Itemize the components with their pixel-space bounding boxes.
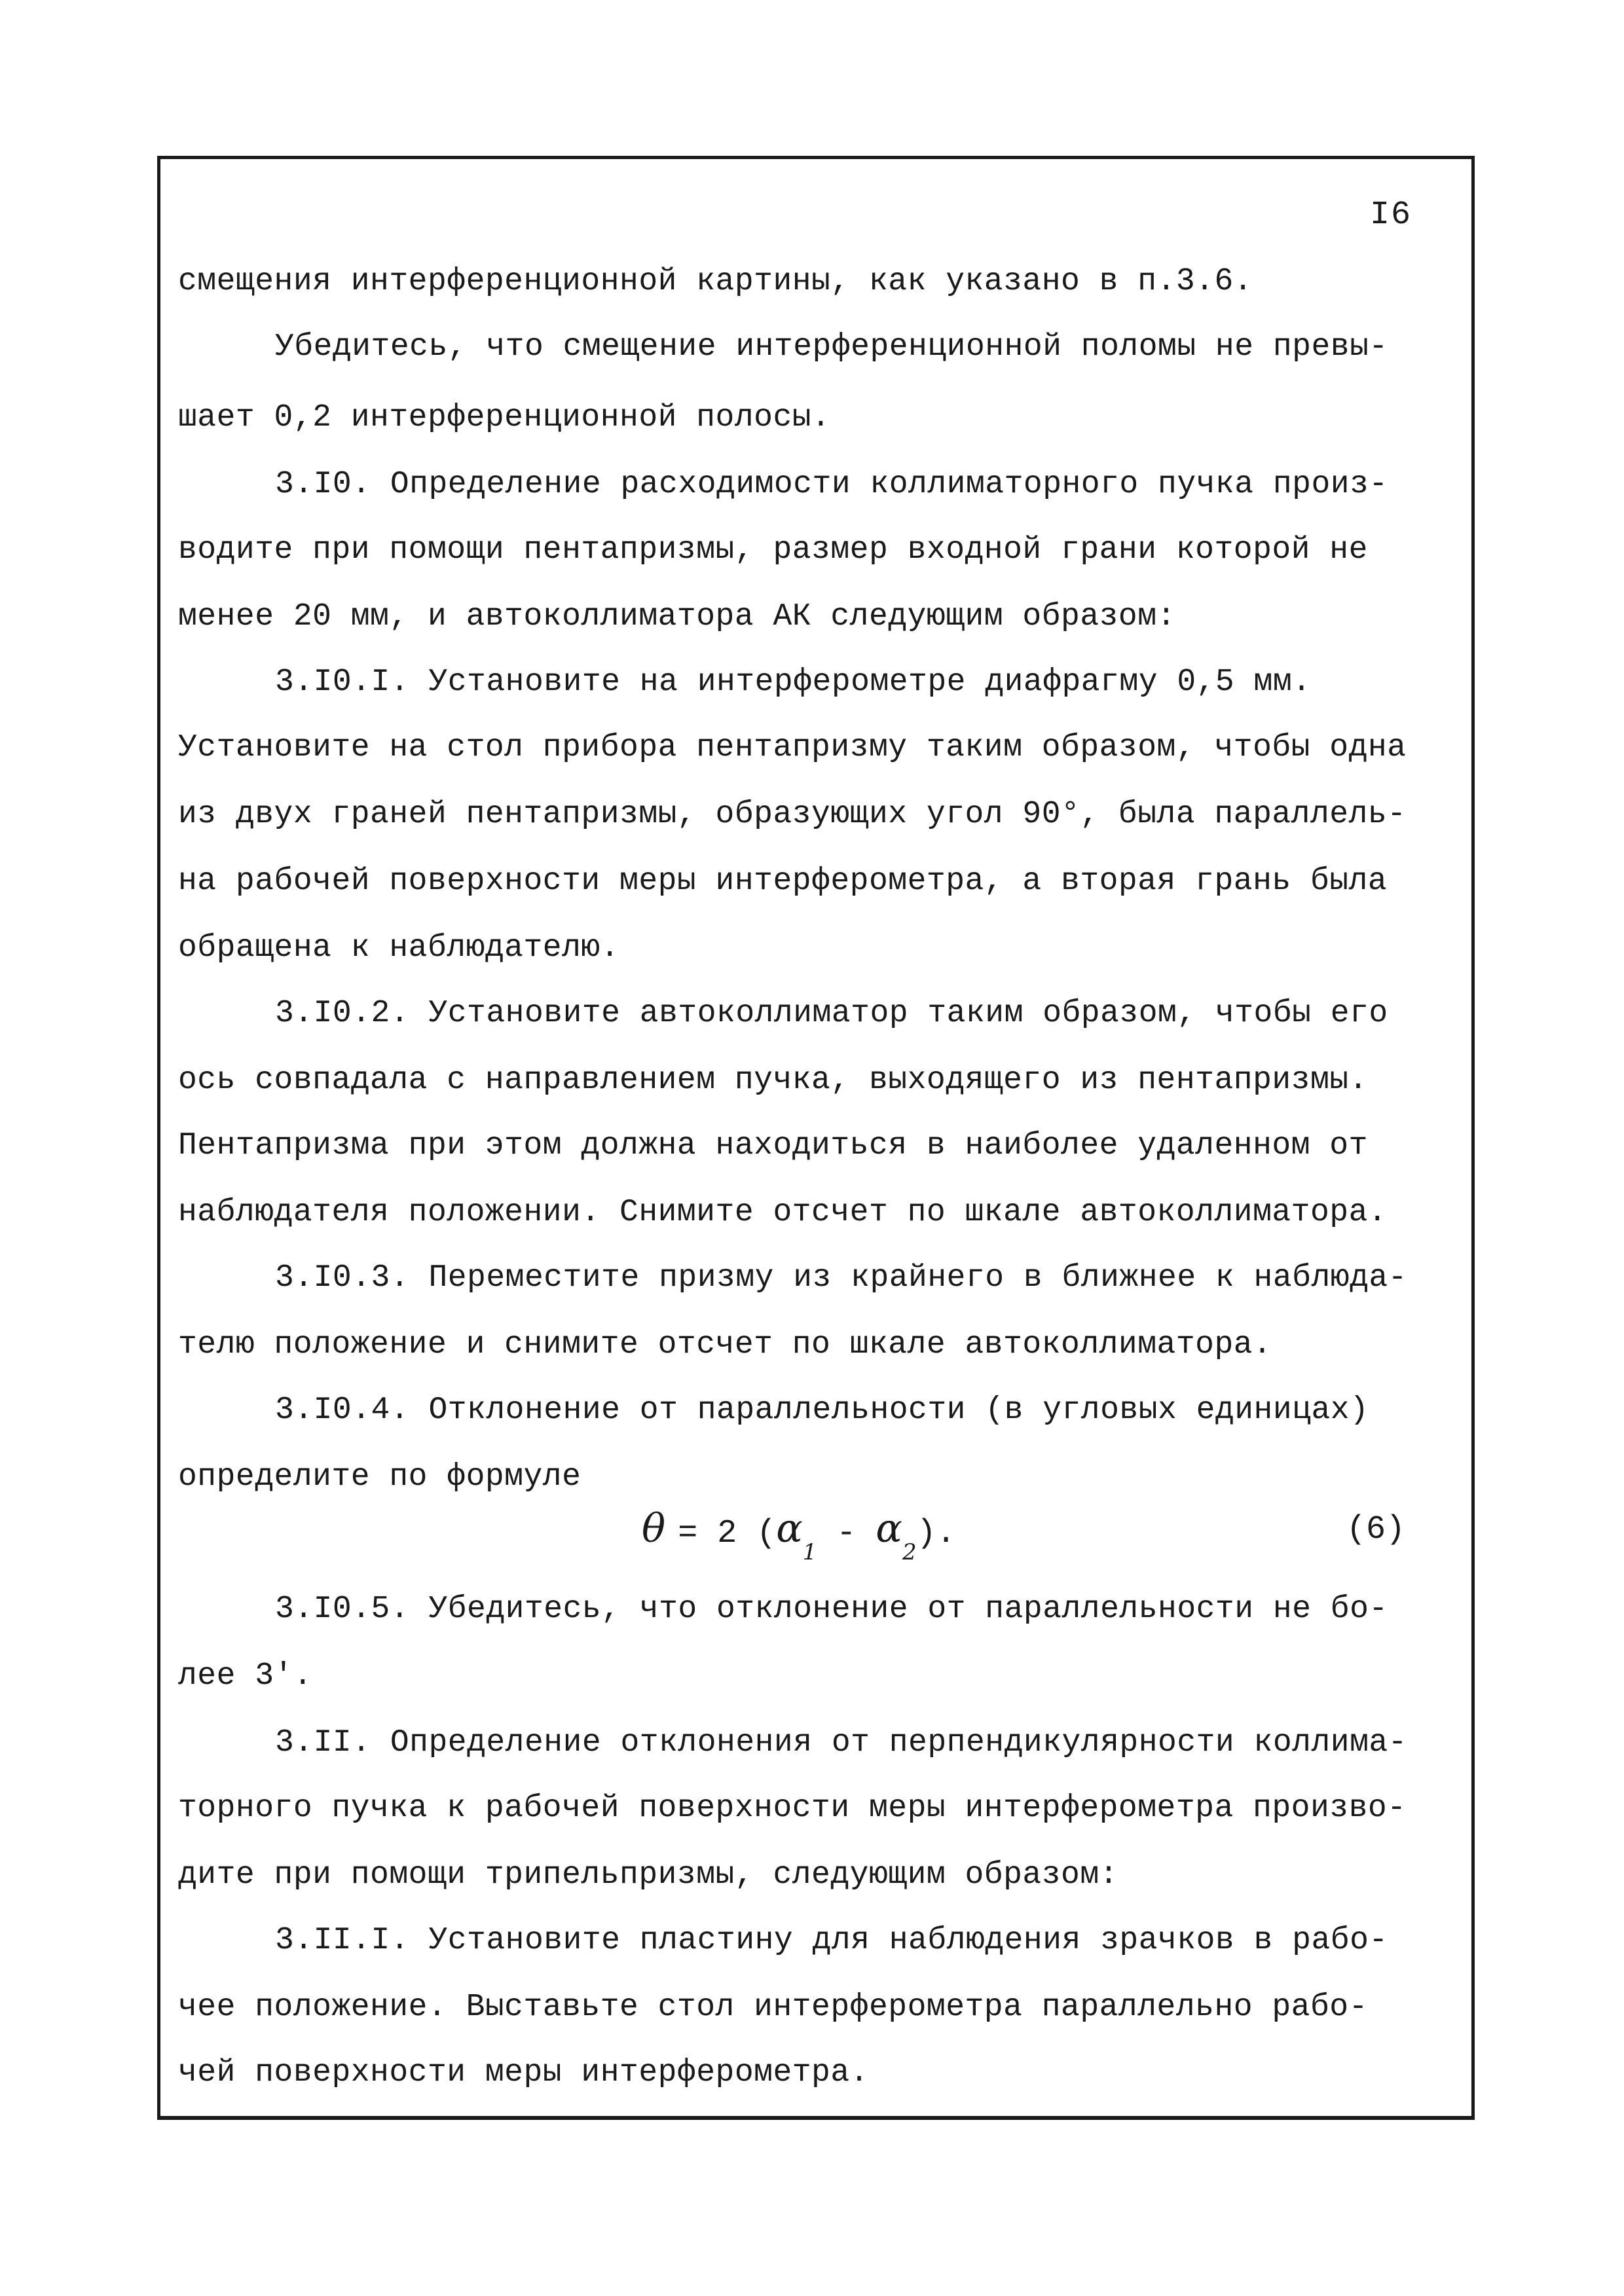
text-line: на рабочей поверхности меры интерферометра, а вторая грань была: [178, 864, 1388, 899]
text-line: чей поверхности меры интерферометра.: [178, 2055, 869, 2090]
text-line: водите при помощи пентапризмы, размер входной грани которой не: [178, 532, 1368, 568]
text-line: чее положение. Выставьте стол интерферометра параллельно рабо-: [178, 1990, 1368, 2025]
text-line: 3.I0.4. Отклонение от параллельности (в угловых единицах): [275, 1393, 1369, 1428]
text-line: шает 0,2 интерференционной полосы.: [178, 400, 831, 435]
text-line: наблюдателя положении. Снимите отсчет по шкале автоколлиматора.: [178, 1195, 1388, 1230]
formula-number: (6): [1346, 1511, 1406, 1548]
text-line: 3.I0.2. Установите автоколлиматор таким образом, чтобы его: [275, 996, 1388, 1031]
text-line: телю положение и снимите отсчет по шкале автоколлиматора.: [178, 1327, 1272, 1362]
text-line: 3.I0.5. Убедитесь, что отклонение от параллельности не бо-: [275, 1592, 1388, 1627]
formula-6: [642, 1506, 956, 1565]
text-line: 3.I0.I. Установите на интерферометре диафрагму 0,5 мм.: [275, 665, 1312, 700]
text-line: лее 3'.: [178, 1658, 313, 1694]
text-line: дите при помощи трипельпризмы, следующим образом:: [178, 1857, 1118, 1893]
text-line: 3.II.I. Установите пластину для наблюдения зрачков в рабо-: [275, 1923, 1388, 1958]
text-line: Убедитесь, что смещение интерференционной поломы не превы-: [275, 329, 1388, 365]
text-line: менее 20 мм, и автоколлиматора АК следующим образом:: [178, 599, 1176, 634]
formula-sub-1: 1: [802, 1539, 817, 1565]
formula-minus: -: [817, 1515, 876, 1552]
text-line: 3.I0. Определение расходимости коллиматорного пучка произ-: [275, 467, 1388, 502]
text-line: ось совпадала с направлением пучка, выходящего из пентапризмы.: [178, 1063, 1368, 1098]
formula-alpha-2: α: [876, 1506, 902, 1552]
text-line: 3.II. Определение отклонения от перпендикулярности коллима-: [275, 1725, 1407, 1760]
text-line: Пентапризма при этом должна находиться в наиболее удаленном от: [178, 1128, 1368, 1163]
formula-close: ).: [916, 1515, 956, 1552]
formula-sub-2: 2: [902, 1539, 917, 1565]
formula-equals: = 2 (: [678, 1515, 777, 1552]
text-line: из двух граней пентапризмы, образующих угол 90°, была параллель-: [178, 797, 1407, 832]
formula-theta: θ: [642, 1506, 666, 1552]
text-line: торного пучка к рабочей поверхности меры интерферометра произво-: [178, 1791, 1407, 1826]
text-line: определите по формуле: [178, 1459, 581, 1495]
text-line: смещения интерференционной картины, как указано в п.3.6.: [178, 264, 1253, 299]
text-line: Установите на стол прибора пентапризму таким образом, чтобы одна: [178, 730, 1407, 765]
text-line: 3.I0.3. Переместите призму из крайнего в ближнее к наблюда-: [275, 1260, 1407, 1296]
formula-alpha-1: α: [776, 1506, 803, 1552]
page-number: I6: [1370, 196, 1412, 234]
text-line: обращена к наблюдателю.: [178, 930, 620, 966]
